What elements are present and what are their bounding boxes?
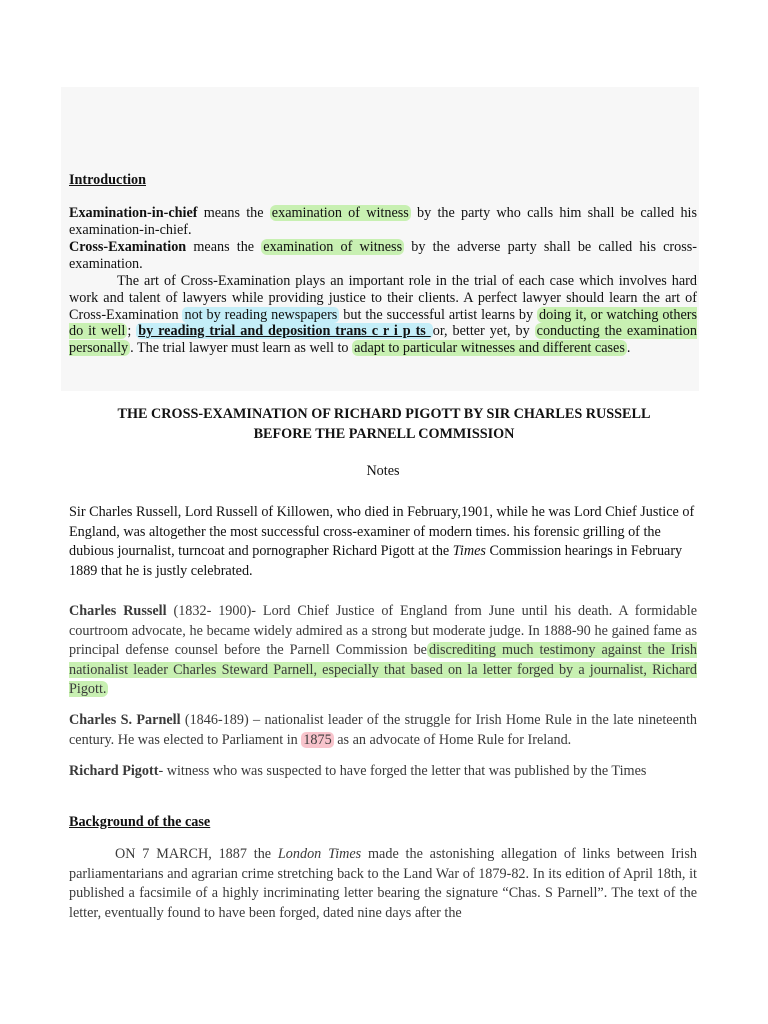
times-italic: Times — [452, 543, 486, 559]
ce-term: Cross-Examination — [69, 239, 187, 255]
art-text-c: ; — [127, 323, 137, 340]
background-text-b: made the astonishing allegation of links between Irish parliamentarians and agrarian crime stretching back to the Land War of 1879-82. In its edition of April 18th, it published a facsimile of a highly incriminating letter bearing the signature “Chas. S Parnell”. The text of the letter, eventually found to have been forged, dated nine days after the — [69, 846, 697, 921]
art-highlight-doing-it: doing it, or watching others do it well — [69, 306, 698, 340]
art-highlight-transcripts: by reading trial and deposition trans c r i p ts — [138, 323, 431, 340]
russell-para-b: Commission hearings in February 1889 that he is justly celebrated. — [69, 543, 683, 579]
art-text-b: but the successful artist learns by — [339, 306, 538, 323]
introduction-heading: Introduction — [69, 172, 146, 188]
note-russell-name: Charles Russell — [69, 603, 167, 619]
art-text-a: The art of Cross-Examination plays an important role in the trial of each case which involves hard work and talent of lawyers while providing justice to their clients. A perfect lawyer should learn the art of Cross-Examination — [69, 273, 697, 323]
note-pigott-text: - witness who was suspected to have forged the letter that was published by the Times — [158, 763, 647, 779]
eic-text-b: by the party who calls him shall be called his examination-in-chief. — [69, 205, 697, 238]
ce-highlight: examination of witness — [263, 239, 403, 255]
art-text-f: . — [626, 340, 631, 357]
note-pigott-name: Richard Pigott — [69, 763, 159, 779]
eic-highlight: examination of witness — [271, 205, 409, 221]
eic-text-a: means the — [197, 205, 270, 221]
note-russell-text: (1832- 1900)- Lord Chief Justice of England from June until his death. A formidable courtroom advocate, he became widely admired as a strong but moderate judge. In 1888-90 he gained fame as principal defense counsel before the Parnell Commission be — [69, 603, 697, 658]
ce-text-a: means the — [186, 239, 262, 255]
eic-term: Examination-in-chief — [69, 205, 198, 221]
note-parnell-year-highlight: 1875 — [303, 731, 332, 748]
background-text-a: ON 7 MARCH, 1887 the — [115, 846, 278, 862]
examination-in-chief-definition — [69, 205, 697, 239]
background-heading: Background of the case — [69, 814, 211, 830]
russell-para-a: Sir Charles Russell, Lord Russell of Killowen, who died in February,1901, while he was Lord Chief Justice of England, was altogether the most successful cross-examiner of modern times. his forensic grilling of the dubious journalist, turncoat and pornographer Richard Pigott at the — [69, 504, 695, 559]
note-charles-russell — [69, 602, 697, 700]
note-russell-highlight: discrediting much testimony against the Irish nationalist leader Charles Steward Parnell, especially that based on la letter forged by a journalist, Richard Pigott. — [69, 642, 697, 697]
art-highlight-conducting: conducting the examination personally — [69, 323, 697, 357]
art-of-cross-examination-paragraph — [69, 273, 697, 357]
russell-intro-paragraph — [69, 503, 697, 581]
art-highlight-newspapers: not by reading newspapers — [184, 306, 338, 323]
art-highlight-adapt: adapt to particular witnesses and different cases — [354, 340, 625, 357]
note-parnell-name: Charles S. Parnell — [69, 712, 181, 728]
art-text-d: or, better yet, by — [432, 323, 535, 340]
note-parnell-text-a: (1846-189) – nationalist leader of the struggle for Irish Home Rule in the late nineteenth century. He was elected to Parliament in — [69, 712, 698, 748]
ce-text-b: by the adverse party shall be called his cross-examination. — [69, 239, 697, 272]
background-paragraph — [69, 845, 697, 923]
london-times-italic: London Times — [277, 846, 362, 862]
document-title-line1: THE CROSS-EXAMINATION OF RICHARD PIGOTT BY SIR CHARLES RUSSELL — [117, 406, 651, 422]
notes-label: Notes — [366, 463, 400, 479]
art-text-e: . The trial lawyer must learn as well to — [130, 340, 353, 357]
document-title-line2: BEFORE THE PARNELL COMMISSION — [253, 426, 515, 442]
cross-examination-definition — [69, 239, 697, 273]
note-richard-pigott — [69, 762, 697, 782]
note-charles-parnell — [69, 711, 697, 750]
note-parnell-text-b: as an advocate of Home Rule for Ireland. — [333, 731, 572, 748]
